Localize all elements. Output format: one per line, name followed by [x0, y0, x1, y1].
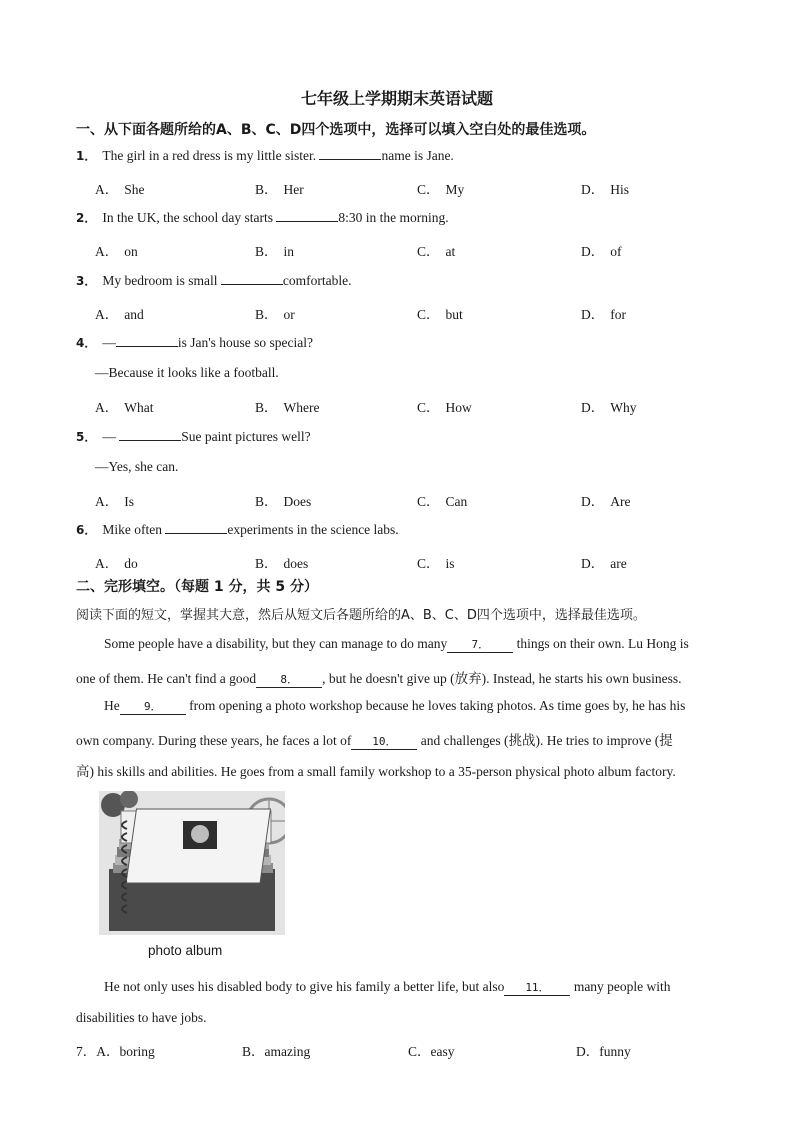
question-3-options [95, 303, 715, 321]
question-4-options [95, 396, 715, 414]
option-d[interactable] [581, 178, 629, 198]
option-text: at [445, 244, 456, 259]
option-letter: B． [255, 556, 278, 571]
option-letter: A． [96, 1044, 120, 1059]
passage-line [76, 1010, 738, 1026]
option-a[interactable] [95, 303, 144, 323]
option-text: funny [599, 1044, 631, 1059]
question-5-options [95, 490, 715, 508]
question-text: Sue paint pictures well? [181, 429, 311, 444]
passage-text: Some people have a disability, but they can manage to do many [104, 636, 448, 651]
question-6-options [95, 552, 715, 570]
option-d[interactable] [581, 240, 622, 260]
question-6 [76, 521, 399, 538]
option-b[interactable] [255, 240, 294, 260]
blank-11[interactable]: 11． [504, 979, 570, 996]
passage-text: and challenges (挑战). He tries to improve (提 [417, 733, 673, 748]
option-a[interactable] [95, 396, 154, 416]
option-text: is [445, 556, 455, 571]
option-letter: D． [581, 494, 605, 509]
option-letter: A． [95, 556, 119, 571]
option-d[interactable] [576, 1040, 631, 1060]
option-c[interactable] [408, 1040, 455, 1060]
option-text: She [124, 182, 145, 197]
option-text: of [610, 244, 622, 259]
question-1 [76, 147, 454, 164]
option-text: His [610, 182, 630, 197]
option-b[interactable] [242, 1040, 310, 1060]
option-text: Can [445, 494, 468, 509]
option-text: amazing [264, 1044, 311, 1059]
option-c[interactable] [417, 552, 455, 572]
photo-album-icon [99, 791, 285, 935]
question-text: is Jan's house so special? [177, 335, 314, 350]
option-c[interactable] [417, 490, 467, 510]
option-text: do [124, 556, 138, 571]
option-c[interactable] [417, 303, 463, 323]
option-letter: A． [95, 182, 119, 197]
option-d[interactable] [581, 490, 631, 510]
option-letter: B． [255, 400, 278, 415]
option-letter: D． [581, 182, 605, 197]
option-letter: B． [242, 1044, 265, 1059]
option-letter: A． [95, 400, 119, 415]
passage-line [76, 667, 738, 688]
option-text: or [283, 307, 295, 322]
option-c[interactable] [417, 396, 472, 416]
option-b[interactable] [255, 396, 320, 416]
option-letter: C． [408, 1044, 431, 1059]
passage-text: from opening a photo workshop because he loves taking photos. As time goes by, he has his [185, 698, 686, 713]
option-letter: B． [255, 182, 278, 197]
option-letter: D． [581, 556, 605, 571]
passage-text: things on their own. Lu Hong is [513, 636, 689, 651]
passage-text: own company. During these years, he faces a lot of [76, 733, 352, 748]
option-text: Why [610, 400, 637, 415]
question-text: — [102, 429, 120, 444]
option-a[interactable] [95, 178, 145, 198]
question-number: 1． [76, 149, 97, 163]
answer-blank[interactable] [319, 147, 381, 160]
passage-text: disabilities to have jobs. [76, 1010, 207, 1025]
option-a[interactable] [95, 552, 138, 572]
option-c[interactable] [417, 178, 464, 198]
option-letter: C． [417, 556, 440, 571]
passage-text: , but he doesn't give up (放弃). Instead, he starts his own business. [322, 671, 682, 686]
option-text: Are [610, 494, 631, 509]
option-text: Where [283, 400, 320, 415]
question-number: 3． [76, 274, 97, 288]
answer-blank[interactable] [119, 428, 181, 441]
option-text: but [445, 307, 463, 322]
option-text: How [445, 400, 472, 415]
option-b[interactable] [255, 552, 308, 572]
option-text: are [610, 556, 627, 571]
photo-caption: photo album [148, 943, 223, 958]
question-4 [76, 334, 313, 351]
passage-line [76, 698, 766, 715]
question-1-options [95, 178, 715, 196]
question-5-line-2: —Yes, she can. [95, 459, 179, 474]
option-text: for [610, 307, 626, 322]
question-4-line-2: —Because it looks like a football. [95, 365, 279, 380]
option-letter: B． [255, 244, 278, 259]
option-b[interactable] [255, 490, 311, 510]
section-2-instructions: 阅读下面的短文，掌握其大意，然后从短文后各题所给的A、B、C、D四个选项中，选择最佳选项。 [76, 608, 646, 623]
option-letter: B． [255, 307, 278, 322]
option-text: My [445, 182, 465, 197]
question-text: 8:30 in the morning. [338, 210, 449, 225]
option-d[interactable] [581, 303, 626, 323]
section-1-heading: 一、从下面各题所给的A、B、C、D四个选项中，选择可以填入空白处的最佳选项。 [76, 122, 596, 138]
answer-blank[interactable] [116, 334, 178, 347]
passage-text: many people with [570, 979, 671, 994]
option-letter: D． [581, 244, 605, 259]
blank-9[interactable]: 9． [120, 698, 186, 715]
passage-line [76, 979, 766, 996]
option-letter: A． [95, 307, 119, 322]
option-letter: C． [417, 400, 440, 415]
option-text: Is [124, 494, 134, 509]
question-text: My bedroom is small [102, 273, 221, 288]
question-2 [76, 209, 449, 226]
passage-line [76, 729, 738, 750]
question-number: 2． [76, 211, 97, 225]
option-b[interactable] [255, 303, 295, 323]
answer-blank[interactable] [221, 272, 283, 285]
question-number: 7． [76, 1044, 97, 1059]
option-letter: A． [95, 244, 119, 259]
option-text: and [124, 307, 144, 322]
option-letter: C． [417, 244, 440, 259]
option-c[interactable] [417, 240, 455, 260]
question-text: In the UK, the school day starts [102, 210, 277, 225]
option-letter: C． [417, 494, 440, 509]
option-letter: A． [95, 494, 119, 509]
question-text: Mike often [102, 522, 166, 537]
question-text: comfortable. [282, 273, 352, 288]
question-5 [76, 428, 311, 445]
blank-10[interactable]: 10． [351, 733, 417, 750]
answer-blank[interactable] [165, 521, 227, 534]
question-7-options [76, 1040, 716, 1058]
option-letter: C． [417, 307, 440, 322]
option-letter: D． [576, 1044, 600, 1059]
blank-7[interactable]: 7． [447, 636, 513, 653]
passage-line [76, 760, 738, 780]
question-number: 5． [76, 430, 97, 444]
option-letter: C． [417, 182, 440, 197]
option-text: Her [283, 182, 304, 197]
question-text: — [102, 335, 116, 350]
question-number: 4． [76, 336, 97, 350]
option-a[interactable] [76, 1040, 155, 1060]
photo-album-image [99, 791, 285, 935]
question-text: The girl in a red dress is my little sister. [102, 148, 320, 163]
question-text: name is Jane. [381, 148, 454, 163]
option-text: boring [119, 1044, 155, 1059]
blank-8[interactable]: 8． [256, 671, 322, 688]
option-text: easy [430, 1044, 455, 1059]
option-letter: D． [581, 400, 605, 415]
option-d[interactable] [581, 396, 637, 416]
option-text: in [283, 244, 295, 259]
question-text: experiments in the science labs. [227, 522, 399, 537]
option-text: does [283, 556, 309, 571]
section-2-heading: 二、完形填空。（每题 1 分，共 5 分） [76, 579, 318, 595]
option-a[interactable] [95, 490, 134, 510]
option-letter: D． [581, 307, 605, 322]
passage-text: He not only uses his disabled body to give his family a better life, but also [104, 979, 505, 994]
question-2-options [95, 240, 715, 258]
answer-blank[interactable] [276, 209, 338, 222]
passage-text: 高) his skills and abilities. He goes from a small family workshop to a 35-person physical photo album factory. [76, 764, 676, 779]
question-3 [76, 272, 351, 289]
passage-text: He [104, 698, 120, 713]
option-text: on [124, 244, 138, 259]
option-a[interactable] [95, 240, 138, 260]
question-number: 6． [76, 523, 97, 537]
option-d[interactable] [581, 552, 627, 572]
option-b[interactable] [255, 178, 304, 198]
option-letter: B． [255, 494, 278, 509]
option-text: Does [283, 494, 312, 509]
passage-text: one of them. He can't find a good [76, 671, 257, 686]
option-text: What [124, 400, 154, 415]
page-title: 七年级上学期期末英语试题 [300, 89, 493, 108]
passage-line [76, 636, 766, 653]
